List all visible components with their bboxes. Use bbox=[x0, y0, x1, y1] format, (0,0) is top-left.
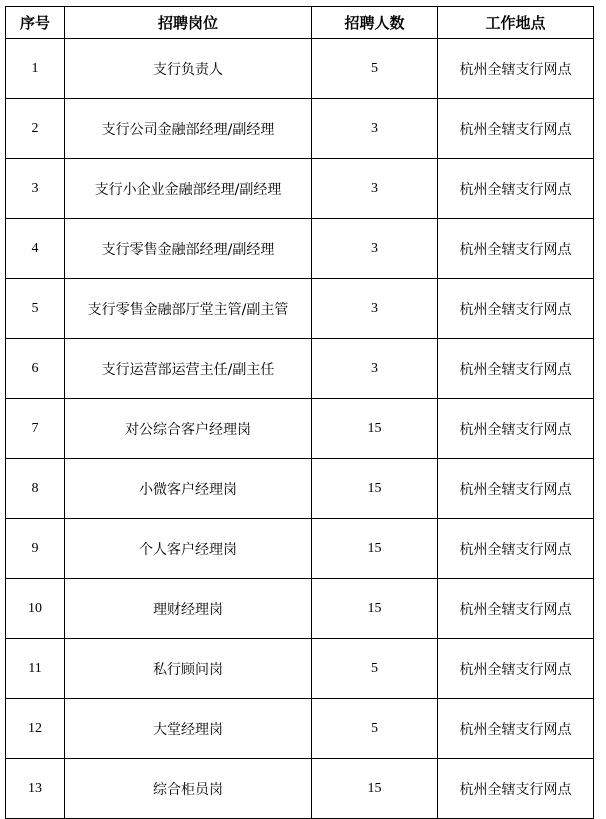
cell-serial-number: 2 bbox=[6, 99, 65, 159]
header-serial-number: 序号 bbox=[6, 7, 65, 39]
cell-serial-number: 13 bbox=[6, 759, 65, 819]
cell-position: 对公综合客户经理岗 bbox=[65, 399, 312, 459]
cell-location: 杭州全辖支行网点 bbox=[438, 39, 594, 99]
cell-serial-number: 12 bbox=[6, 699, 65, 759]
cell-position: 支行负责人 bbox=[65, 39, 312, 99]
cell-position: 大堂经理岗 bbox=[65, 699, 312, 759]
table-row bbox=[6, 399, 594, 459]
cell-headcount: 5 bbox=[312, 639, 438, 699]
cell-headcount: 15 bbox=[312, 519, 438, 579]
cell-headcount: 5 bbox=[312, 39, 438, 99]
cell-headcount: 15 bbox=[312, 579, 438, 639]
cell-serial-number: 6 bbox=[6, 339, 65, 399]
table-row bbox=[6, 459, 594, 519]
table-row bbox=[6, 159, 594, 219]
cell-serial-number: 9 bbox=[6, 519, 65, 579]
cell-location: 杭州全辖支行网点 bbox=[438, 759, 594, 819]
table-row bbox=[6, 339, 594, 399]
cell-position: 理财经理岗 bbox=[65, 579, 312, 639]
cell-location: 杭州全辖支行网点 bbox=[438, 99, 594, 159]
cell-location: 杭州全辖支行网点 bbox=[438, 279, 594, 339]
table-row bbox=[6, 519, 594, 579]
table-row bbox=[6, 579, 594, 639]
cell-location: 杭州全辖支行网点 bbox=[438, 339, 594, 399]
cell-headcount: 3 bbox=[312, 219, 438, 279]
cell-headcount: 15 bbox=[312, 759, 438, 819]
cell-location: 杭州全辖支行网点 bbox=[438, 219, 594, 279]
cell-headcount: 5 bbox=[312, 699, 438, 759]
cell-headcount: 3 bbox=[312, 99, 438, 159]
table-row bbox=[6, 699, 594, 759]
cell-position: 私行顾问岗 bbox=[65, 639, 312, 699]
header-location: 工作地点 bbox=[438, 7, 594, 39]
cell-headcount: 15 bbox=[312, 399, 438, 459]
cell-location: 杭州全辖支行网点 bbox=[438, 699, 594, 759]
cell-location: 杭州全辖支行网点 bbox=[438, 519, 594, 579]
cell-position: 小微客户经理岗 bbox=[65, 459, 312, 519]
recruitment-table bbox=[5, 6, 594, 819]
cell-serial-number: 5 bbox=[6, 279, 65, 339]
cell-position: 支行零售金融部经理/副经理 bbox=[65, 219, 312, 279]
cell-position: 支行小企业金融部经理/副经理 bbox=[65, 159, 312, 219]
cell-location: 杭州全辖支行网点 bbox=[438, 579, 594, 639]
cell-headcount: 15 bbox=[312, 459, 438, 519]
cell-position: 支行零售金融部厅堂主管/副主管 bbox=[65, 279, 312, 339]
cell-serial-number: 8 bbox=[6, 459, 65, 519]
cell-serial-number: 4 bbox=[6, 219, 65, 279]
header-position: 招聘岗位 bbox=[65, 7, 312, 39]
table-row bbox=[6, 759, 594, 819]
table-row bbox=[6, 99, 594, 159]
table-header-row bbox=[6, 7, 594, 39]
cell-location: 杭州全辖支行网点 bbox=[438, 159, 594, 219]
recruitment-table-wrapper bbox=[5, 6, 594, 819]
cell-serial-number: 11 bbox=[6, 639, 65, 699]
cell-serial-number: 3 bbox=[6, 159, 65, 219]
header-headcount: 招聘人数 bbox=[312, 7, 438, 39]
cell-position: 个人客户经理岗 bbox=[65, 519, 312, 579]
cell-headcount: 3 bbox=[312, 159, 438, 219]
cell-location: 杭州全辖支行网点 bbox=[438, 399, 594, 459]
cell-headcount: 3 bbox=[312, 339, 438, 399]
cell-location: 杭州全辖支行网点 bbox=[438, 639, 594, 699]
cell-position: 支行运营部运营主任/副主任 bbox=[65, 339, 312, 399]
cell-serial-number: 1 bbox=[6, 39, 65, 99]
cell-position: 综合柜员岗 bbox=[65, 759, 312, 819]
table-row bbox=[6, 279, 594, 339]
table-row bbox=[6, 39, 594, 99]
table-row bbox=[6, 639, 594, 699]
cell-serial-number: 7 bbox=[6, 399, 65, 459]
cell-serial-number: 10 bbox=[6, 579, 65, 639]
cell-location: 杭州全辖支行网点 bbox=[438, 459, 594, 519]
cell-headcount: 3 bbox=[312, 279, 438, 339]
cell-position: 支行公司金融部经理/副经理 bbox=[65, 99, 312, 159]
table-row bbox=[6, 219, 594, 279]
